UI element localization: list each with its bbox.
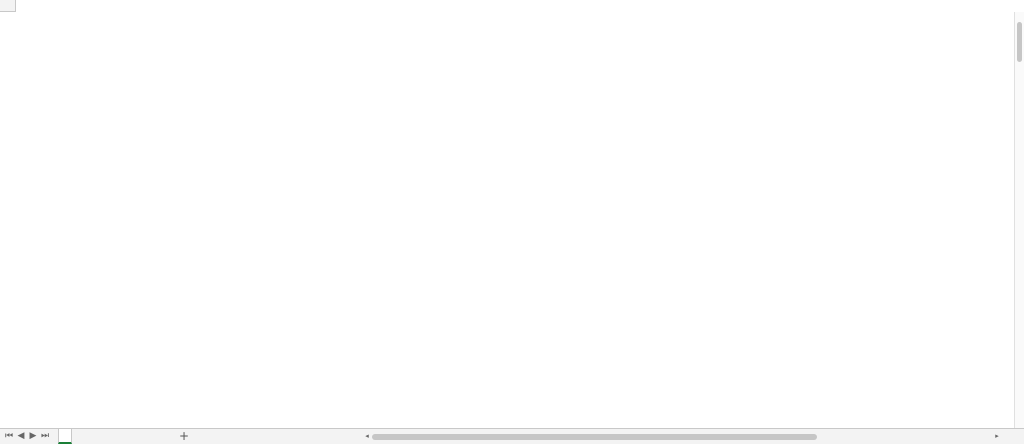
next-sheet-icon[interactable]: ▶: [29, 431, 37, 441]
vertical-scrollbar[interactable]: [1014, 12, 1024, 428]
add-sheet-icon[interactable]: +: [178, 429, 190, 443]
scroll-left-icon[interactable]: ◂: [365, 432, 369, 440]
sheet-tab[interactable]: [58, 429, 72, 444]
vertical-scroll-thumb[interactable]: [1017, 22, 1022, 62]
prev-sheet-icon[interactable]: ◀: [17, 431, 25, 441]
scroll-right-icon[interactable]: ▸: [995, 432, 999, 440]
first-sheet-icon[interactable]: ⏮: [4, 431, 14, 441]
select-all-corner[interactable]: [0, 0, 16, 12]
sheet-tab-bar: [0, 428, 1024, 444]
last-sheet-icon[interactable]: ⏭: [40, 431, 50, 441]
horizontal-scrollbar[interactable]: [362, 433, 1002, 441]
horizontal-scroll-thumb[interactable]: [372, 434, 817, 440]
